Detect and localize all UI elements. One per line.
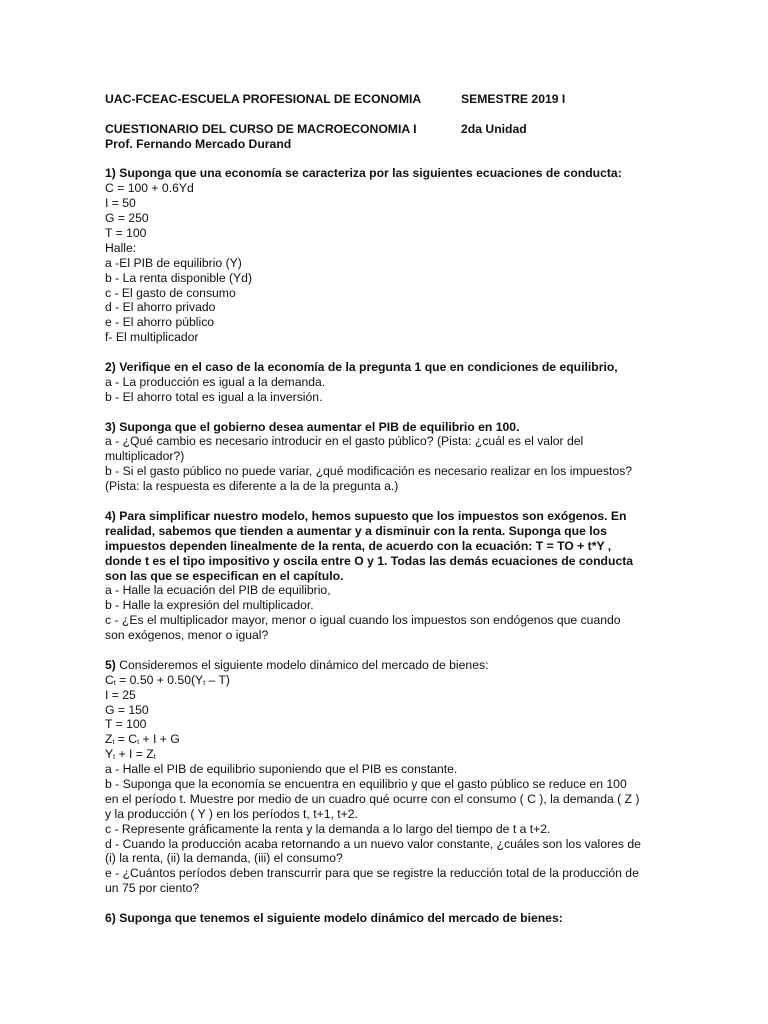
q4-title-line: realidad, sabemos que tienden a aumentar y a disminuir con la renta. Suponga que los bbox=[105, 523, 607, 538]
q1-line: e - El ahorro público bbox=[105, 315, 215, 330]
q5-line: b - Suponga que la economía se encuentra en equilibrio y que el gasto público se reduce en 100 bbox=[105, 776, 627, 791]
q2-line: a - La producción es igual a la demanda. bbox=[105, 374, 326, 389]
q5-line: en el período t. Muestre por medio de un cuadro qué ocurre con el consumo ( C ), la demanda ( Z ) bbox=[105, 791, 640, 806]
q5-line: (i) la renta, (ii) la demanda, (iii) el consumo? bbox=[105, 851, 343, 866]
q5-number: 5) bbox=[105, 657, 116, 672]
q5-line: a - Halle el PIB de equilibrio suponiendo que el PIB es constante. bbox=[105, 762, 458, 777]
semester-label: SEMESTRE 2019 I bbox=[461, 92, 566, 106]
q1-line: c - El gasto de consumo bbox=[105, 285, 236, 300]
q5-intro bbox=[105, 658, 665, 673]
q5-government-equation: G = 150 bbox=[105, 702, 149, 717]
q3-line: (Pista: la respuesta es diferente a la de la pregunta a.) bbox=[105, 479, 399, 494]
q1-title: 1) Suponga que una economía se caracteriza por las siguientes ecuaciones de conducta: bbox=[105, 166, 622, 181]
q4-title-line: 4) Para simplificar nuestro modelo, hemos supuesto que los impuestos son exógenos. En bbox=[105, 508, 627, 523]
professor-name: Prof. Fernando Mercado Durand bbox=[105, 136, 292, 151]
q1-line: d - El ahorro privado bbox=[105, 300, 216, 315]
q5-investment-equation: I = 25 bbox=[105, 687, 136, 702]
q1-line: Halle: bbox=[105, 240, 137, 255]
q5-intro-text: Consideremos el siguiente modelo dinámico del mercado de bienes: bbox=[115, 657, 489, 672]
q3-title: 3) Suponga que el gobierno desea aumentar el PIB de equilibrio en 100. bbox=[105, 419, 520, 434]
q4-title-line: impuestos dependen linealmente de la renta, de acuerdo con la ecuación: T = TO + t*Y , bbox=[105, 538, 612, 553]
q5-line: un 75 por ciento? bbox=[105, 881, 200, 896]
q3-line: a - ¿Qué cambio es necesario introducir en el gasto público? (Pista: ¿cuál es el valor del bbox=[105, 434, 584, 449]
q1-line: a -El PIB de equilibrio (Y) bbox=[105, 255, 242, 270]
q1-line: C = 100 + 0.6Yd bbox=[105, 181, 194, 196]
q4-line: a - Halle la ecuación del PIB de equilibrio, bbox=[105, 583, 331, 598]
q4-title-line: donde t es el tipo impositivo y oscila entre O y 1. Todas las demás ecuaciones de conducta bbox=[105, 553, 634, 568]
q3-line: b - Si el gasto público no puede variar, ¿qué modificación es necesario realizar en los impuestos? bbox=[105, 464, 633, 479]
q5-demand-equation: $Z_t = C_t + I + G$ bbox=[105, 732, 180, 747]
q5-line: e - ¿Cuántos períodos deben transcurrir para que se registre la reducción total de la producción de bbox=[105, 866, 639, 881]
q5-taxes-equation: T = 100 bbox=[105, 717, 147, 732]
document-page bbox=[105, 92, 665, 926]
header-row-2 bbox=[105, 122, 665, 137]
q5-line: c - Represente gráficamente la renta y la demanda a lo largo del tiempo de t a t+2. bbox=[105, 821, 551, 836]
q2-title: 2) Verifique en el caso de la economía de la pregunta 1 que en condiciones de equilibrio, bbox=[105, 360, 618, 375]
q1-line: I = 50 bbox=[105, 196, 136, 211]
q1-line: b - La renta disponible (Yd) bbox=[105, 270, 253, 285]
q1-body bbox=[105, 181, 665, 345]
header-row-1 bbox=[105, 92, 665, 107]
institution-name: UAC-FCEAC-ESCUELA PROFESIONAL DE ECONOMIA bbox=[105, 92, 422, 106]
q3-line: multiplicador?) bbox=[105, 449, 185, 464]
q5-line: y la producción ( Y ) en los períodos t, t+1, t+2. bbox=[105, 806, 358, 821]
q4-line: b - Halle la expresión del multiplicador. bbox=[105, 598, 314, 613]
q5-consumption-equation: $C_t = 0.50 + 0.50(Y_t - T)$ bbox=[105, 672, 230, 687]
q4-line: c - ¿Es el multiplicador mayor, menor o igual cuando los impuestos son endógenos que cuando bbox=[105, 613, 621, 628]
q2-line: b - El ahorro total es igual a la inversión. bbox=[105, 389, 323, 404]
q5-line: d - Cuando la producción acaba retornando a un nuevo valor constante, ¿cuáles son los valores de bbox=[105, 836, 641, 851]
q1-line: T = 100 bbox=[105, 226, 147, 241]
course-title: CUESTIONARIO DEL CURSO DE MACROECONOMIA I bbox=[105, 121, 417, 136]
q6-title: 6) Suponga que tenemos el siguiente modelo dinámico del mercado de bienes: bbox=[105, 910, 563, 925]
unit-label: 2da Unidad bbox=[461, 121, 527, 136]
q1-line: G = 250 bbox=[105, 211, 149, 226]
q4-title-line: son las que se especifican en el capítulo. bbox=[105, 568, 344, 583]
q5-equilibrium-equation: $Y_t + I = Z_t$ bbox=[105, 747, 156, 762]
q1-line: f- El multiplicador bbox=[105, 330, 199, 345]
q4-line: son exógenos, menor o igual? bbox=[105, 628, 269, 643]
